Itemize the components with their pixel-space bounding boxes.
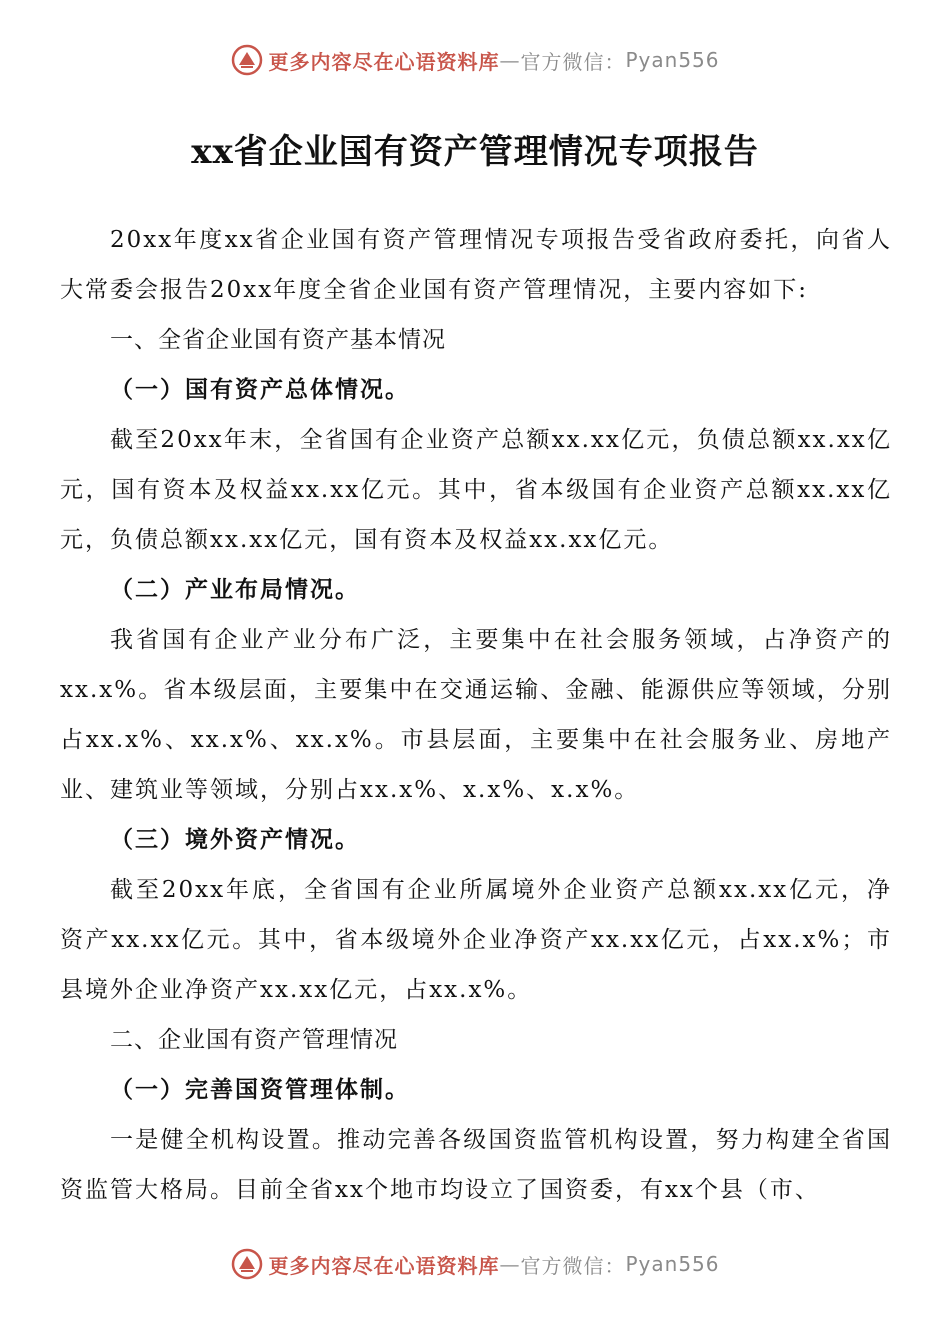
watermark-footer (0, 1244, 950, 1284)
subsection-heading: （三）境外资产情况。 (110, 826, 360, 853)
watermark-title: 更多内容尽在心语资料库 (268, 1253, 500, 1278)
watermark-wechat-id: Pyan556 (625, 1252, 720, 1276)
subsection-heading: （一）完善国资管理体制。 (110, 1076, 410, 1103)
body-paragraph: 我省国有企业产业分布广泛，主要集中在社会服务领域，占净资产的xx.x%。省本级层面，主要集中在交通运输、金融、能源供应等领域，分别占xx.x%、xx.x%、xx.x%。市县层面，主要集中在社会服务业、房地产业、建筑业等领域，分别占xx.x%、x.x%、x.x%。 (60, 627, 892, 803)
watermark-separator: — (499, 1252, 521, 1276)
section-heading: 二、企业国有资产管理情况 (110, 1027, 398, 1053)
book-logo-icon (230, 1247, 264, 1281)
body-paragraph: 一是健全机构设置。推动完善各级国资监管机构设置，努力构建全省国资监管大格局。目前全省xx个地市均设立了国资委，有xx个县（市、 (60, 1127, 892, 1203)
watermark-header (0, 40, 950, 80)
document-title: xx省企业国有资产管理情况专项报告 (191, 132, 759, 172)
watermark-separator: — (499, 48, 521, 72)
watermark-wechat-label: 官方微信： (520, 49, 626, 74)
body-paragraph: 截至20xx年底，全省国有企业所属境外企业资产总额xx.xx亿元，净资产xx.xx亿元。其中，省本级境外企业净资产xx.xx亿元，占xx.x%；市县境外企业净资产xx.xx亿元，占xx.x%。 (60, 877, 892, 1003)
watermark-wechat-id: Pyan556 (625, 48, 720, 72)
section-heading: 一、全省企业国有资产基本情况 (110, 327, 446, 353)
body-paragraph: 截至20xx年末，全省国有企业资产总额xx.xx亿元，负债总额xx.xx亿元，国有资本及权益xx.xx亿元。其中，省本级国有企业资产总额xx.xx亿元，负债总额xx.xx亿元，国有资本及权益xx.xx亿元。 (60, 427, 892, 553)
subsection-heading: （一）国有资产总体情况。 (110, 376, 410, 403)
book-logo-icon (230, 43, 264, 77)
document-body (60, 215, 892, 1215)
intro-paragraph: 20xx年度xx省企业国有资产管理情况专项报告受省政府委托，向省人大常委会报告20xx年度全省企业国有资产管理情况，主要内容如下: (60, 227, 892, 303)
subsection-heading: （二）产业布局情况。 (110, 576, 360, 603)
watermark-title: 更多内容尽在心语资料库 (268, 49, 500, 74)
watermark-wechat-label: 官方微信： (520, 1253, 626, 1278)
